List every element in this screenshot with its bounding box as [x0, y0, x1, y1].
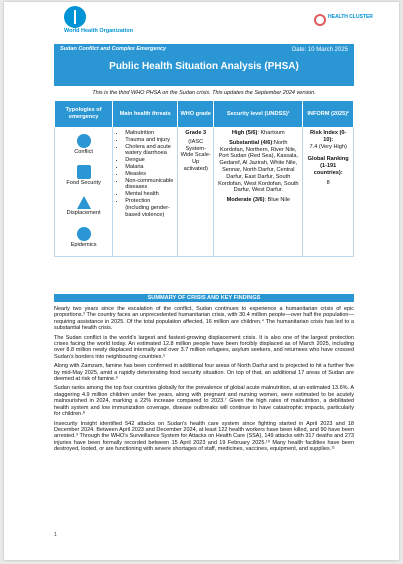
who-logo-text: World Health Organization — [64, 28, 133, 34]
typology-label: Conflict — [74, 149, 93, 155]
typology-item — [57, 196, 110, 223]
list-item: • Protection (including gender-based violence) — [125, 198, 175, 218]
paragraph: Nearly two years since the escalation of the conflict, Sudan continues to experience a humanitarian crisis of epic proportions.³ The country faces an unprecedented humanitarian crisis, with 30.4 million people—over half the population—requiring assistance in 2025. Of the total population affected, 16 million are children.⁴ The humanitarian crisis has led to a substantial health crisis. — [54, 306, 354, 332]
who-logo — [64, 6, 154, 40]
inform-cell — [303, 128, 354, 257]
typology-label: Food Security — [66, 180, 101, 186]
page-number: 1 — [54, 532, 57, 538]
list-item: • Malnutrition — [125, 130, 175, 137]
overview-table — [54, 100, 354, 257]
conflict-icon — [77, 134, 91, 148]
paragraph: The Sudan conflict is the world's largest and fastest-growing displacement crisis. It is also one of the largest protection crises facing the world today. An estimated 12.8 million people have been forcibly displaced as of March 2025, including over 8.8 million newly displaced internally and over 3.7 million refugees, asylum seekers, and returnees who have crossed Sudan's borders into neighbouring countries.⁵ — [54, 334, 354, 360]
who-emblem-icon — [64, 6, 86, 28]
header-typologies: Typologies of emergency — [55, 101, 113, 128]
grade-note: (IASC System-Wide Scale-Up activated) — [180, 138, 211, 172]
security-moderate-label: Moderate (3/6) — [226, 197, 265, 204]
epidemics-icon — [77, 227, 91, 241]
paragraph: Along with Zamzam, famine has been confirmed in additional four areas of North Darfur and is projected to hit a further five by mid-May 2025, amid a rapidly deteriorating food security situation. On top of that, an additional 17 areas of Sudan are deemed at risk of famine.⁶ — [54, 363, 354, 383]
section-heading: SUMMARY OF CRISIS AND KEY FINDINGS — [54, 294, 354, 302]
security-substantial-value: :North Kordofan, Northern, River Nile, Port Sudan (Red Sea), Kassala, Gedaref, Al Jazirah, White Nile, Sennar, North Darfur, Central Darfur, East Darfur, South Kordofan, West Kordofan, South Darfur, West Darfur. — [218, 139, 299, 194]
paragraph: Insecurity Insight identified 542 attacks on Sudan's health care system since fighting started in April 2023 and 18 December 2024. Between April 2023 and December 2024, at least 122 health workers have been killed, and 90 have been arrested.⁹ Through the WHO's Surveillance System for Attacks on Health Care (SSA), 149 attacks with 317 deaths and 273 injuries have been formally recorded between 15 April 2023 and 19 February 2025.¹⁰ Many health facilities have been destroyed, looted, or are functioning with severe shortages of staff, medicines, vaccines, equipment, and supplies.¹¹ — [54, 420, 354, 453]
list-item: • Non-communicable diseases — [125, 178, 175, 192]
list-item: • Measles — [125, 171, 175, 178]
security-cell — [214, 128, 303, 257]
table-header-row — [55, 101, 354, 128]
food-security-icon — [77, 165, 91, 179]
header-grade: WHO grade — [178, 101, 214, 128]
security-moderate — [216, 197, 300, 204]
banner-subtitle: Sudan Conflict and Complex Emergency — [60, 46, 167, 52]
header-threats: Main health threats — [113, 101, 178, 128]
typology-item — [57, 165, 110, 192]
intro-note: This is the third WHO PHSA on the Sudan crisis. This updates the September 2024 version. — [92, 90, 316, 96]
risk-index-label: Risk Index (0-10): — [310, 130, 347, 143]
typology-item — [57, 134, 110, 161]
document-title: Public Health Situation Analysis (PHSA) — [109, 61, 299, 72]
security-substantial — [216, 140, 300, 194]
health-cluster-icon — [314, 14, 326, 26]
grade-title: Grade 3 — [185, 130, 207, 136]
risk-index-value: 7.4 (Very High) — [309, 143, 347, 150]
page-header — [4, 2, 399, 44]
global-ranking-value: 8 — [326, 179, 330, 186]
security-high-label: High (5/6) — [231, 130, 258, 136]
title-banner — [54, 44, 354, 86]
global-ranking-label: Global Ranking (1-191 countries): — [307, 156, 349, 176]
list-item: • Dengue — [125, 157, 175, 164]
typology-label: Displacement — [66, 210, 101, 216]
threats-cell — [113, 128, 178, 257]
list-item: • Cholera and acute watery diarrhoea — [125, 144, 175, 158]
document-page — [4, 2, 399, 560]
paragraph: Sudan ranks among the top four countries globally for the prevalence of global acute malnutrition, at an estimated 13.6%. A staggering 4.9 million children under five years, along with pregnant and nursing women, were estimated to be acutely malnourished in 2024, marking a 22% increase compared to 2023.⁷ Given the high rates of malnutrition, a debilitated health system and low immunization coverage, disease outbreaks will continue to have catastrophic impacts, particularly for children.⁸ — [54, 385, 354, 418]
table-row — [55, 128, 354, 257]
grade-cell — [178, 128, 214, 257]
summary-body — [54, 306, 354, 456]
header-security: Security level (UNDSS)¹ — [214, 101, 303, 128]
displacement-icon — [77, 196, 91, 209]
typology-label: Epidemics — [70, 242, 97, 248]
typologies-cell — [55, 128, 113, 257]
health-cluster-text: HEALTH CLUSTER — [328, 14, 373, 20]
list-item: • Trauma and injury — [125, 137, 175, 144]
threats-list — [115, 130, 175, 218]
typology-item — [57, 227, 110, 254]
list-item: • Malaria — [125, 164, 175, 171]
security-high-value: : Khartoum — [257, 130, 285, 136]
security-high — [216, 130, 300, 137]
security-moderate-value: : Blue Nile — [264, 197, 290, 204]
header-inform: INFORM (2025)² — [303, 101, 354, 128]
banner-date: Date: 10 March 2025 — [291, 47, 348, 53]
list-item: • Mental health — [125, 191, 175, 198]
security-substantial-label: Substantial (4/6) — [229, 139, 273, 146]
health-cluster-logo — [314, 12, 384, 32]
